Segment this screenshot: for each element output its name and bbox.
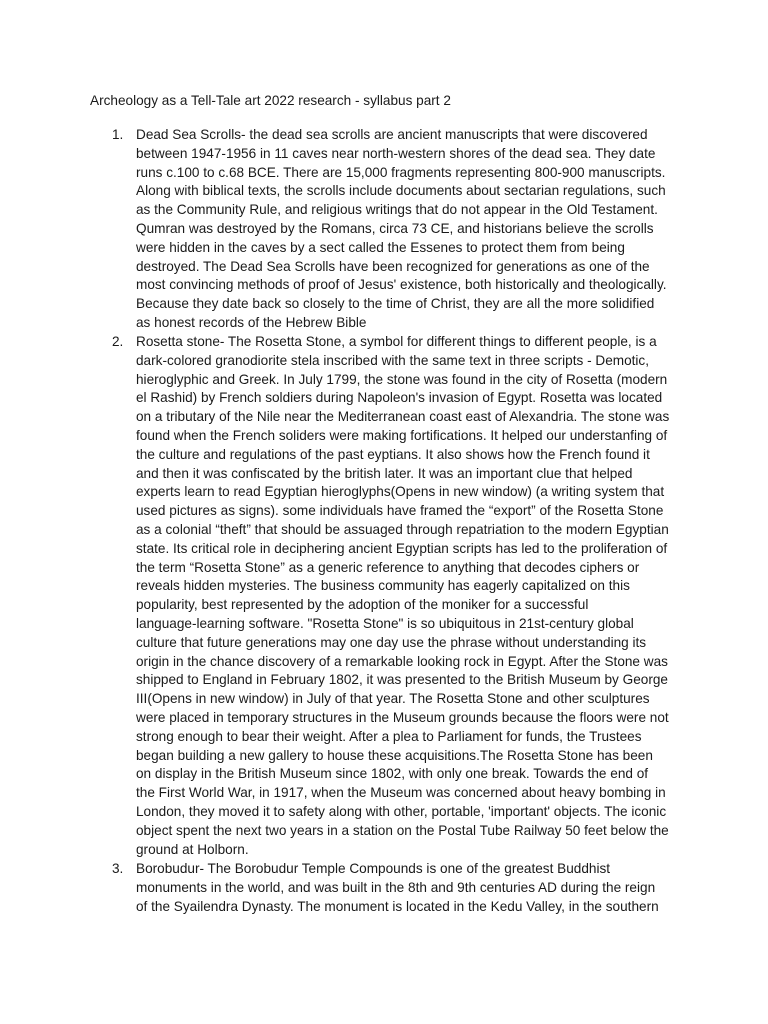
text-line: the First World War, in 1917, when the Museum was concerned about heavy bombing in: [136, 785, 666, 801]
text-line: origin in the chance discovery of a remarkable looking rock in Egypt. After the Stone was: [136, 653, 668, 669]
list-item-2-text: [136, 333, 684, 859]
text-line: as a colonial “theft” that should be assuaged through repatriation to the modern Egyptian: [136, 521, 669, 537]
text-line: experts learn to read Egyptian hieroglyphs(Opens in new window) (a writing system that: [136, 484, 665, 500]
text-line: most convincing methods of proof of Jesus' existence, both historically and theologically.: [136, 277, 667, 293]
text-line: between 1947-1956 in 11 caves near north-western shores of the dead sea. They date: [136, 145, 656, 161]
document-title: Archeology as a Tell-Tale art 2022 research - syllabus part 2: [90, 93, 451, 108]
text-line: III(Opens in new window) in July of that year. The Rosetta Stone and other sculptures: [136, 691, 650, 707]
text-line: London, they moved it to safety along with other, portable, 'important' objects. The iconic: [136, 803, 667, 819]
text-line: dark-colored granodiorite stela inscribed with the same text in three scripts - Demotic,: [136, 352, 650, 368]
list-item-1-text: [136, 126, 684, 333]
text-line: as the Community Rule, and religious writings that do not appear in the Old Testament.: [136, 202, 658, 218]
text-line: ground at Holborn.: [136, 841, 249, 857]
text-line: strong enough to bear their weight. After a plea to Parliament for funds, the Trustees: [136, 728, 642, 744]
text-line: of the Syailendra Dynasty. The monument is located in the Kedu Valley, in the southern: [136, 898, 659, 914]
text-line: el Rashid) by French soldiers during Napoleon's invasion of Egypt. Rosetta was located: [136, 390, 663, 406]
text-line: on a tributary of the Nile near the Mediterranean coast east of Alexandria. The stone was: [136, 409, 670, 425]
list-item-2-number: 2.: [112, 334, 124, 349]
text-line: were placed in temporary structures in the Museum grounds because the floors were not: [136, 709, 669, 725]
list-item-1-number: 1.: [112, 127, 124, 142]
text-line: destroyed. The Dead Sea Scrolls have been recognized for generations as one of the: [136, 258, 650, 274]
text-line: Qumran was destroyed by the Romans, circa 73 CE, and historians believe the scrolls: [136, 220, 654, 236]
text-line: Rosetta stone- The Rosetta Stone, a symbol for different things to different people, is a: [136, 334, 657, 349]
text-line: state. Its critical role in deciphering ancient Egyptian scripts has led to the proliferation of: [136, 540, 668, 556]
text-line: Along with biblical texts, the scrolls include documents about sectarian regulations, such: [136, 183, 666, 199]
text-line: language-learning software. "Rosetta Stone" is so ubiquitous in 21st-century global: [136, 615, 634, 631]
text-line: as honest records of the Hebrew Bible: [136, 314, 367, 330]
text-line: hieroglyphic and Greek. In July 1799, the stone was found in the city of Rosetta (modern: [136, 371, 668, 387]
list-item-3-number: 3.: [112, 861, 124, 876]
text-line: began building a new gallery to house these acquisitions.The Rosetta Stone has been: [136, 747, 653, 763]
text-line: reveals hidden mysteries. The business community has eagerly capitalized on this: [136, 578, 630, 594]
text-line: shipped to England in February 1802, it was presented to the British Museum by George: [136, 672, 668, 688]
text-line: the term “Rosetta Stone” as a generic reference to anything that decodes ciphers or: [136, 559, 640, 575]
text-line: Borobudur- The Borobudur Temple Compounds is one of the greatest Buddhist: [136, 861, 611, 876]
text-line: object spent the next two years in a station on the Postal Tube Railway 50 feet below the: [136, 822, 669, 838]
text-line: were hidden in the caves by a sect called the Essenes to protect them from being: [136, 239, 625, 255]
text-line: the culture and regulations of the past eyptians. It also shows how the French found it: [136, 446, 650, 462]
text-line: Because they date back so closely to the time of Christ, they are all the more solidified: [136, 296, 655, 312]
text-line: found when the French soliders were making fortifications. It helped our understanfing of: [136, 427, 668, 443]
text-line: used pictures as signs). some individuals have framed the “export” of the Rosetta Stone: [136, 503, 664, 519]
text-line: runs c.100 to c.68 BCE. There are 15,000 fragments representing 800-900 manuscripts.: [136, 164, 666, 180]
text-line: on display in the British Museum since 1802, with only one break. Towards the end of: [136, 766, 649, 782]
text-line: Dead Sea Scrolls- the dead sea scrolls are ancient manuscripts that were discovered: [136, 127, 648, 142]
text-line: culture that future generations may one day use the phrase without understanding its: [136, 634, 647, 650]
list-item-3-text: [136, 860, 684, 916]
text-line: and then it was confiscated by the british later. It was an important clue that helped: [136, 465, 633, 481]
text-line: monuments in the world, and was built in the 8th and 9th centuries AD during the reign: [136, 879, 656, 895]
text-line: popularity, best represented by the adoption of the moniker for a successful: [136, 597, 589, 613]
